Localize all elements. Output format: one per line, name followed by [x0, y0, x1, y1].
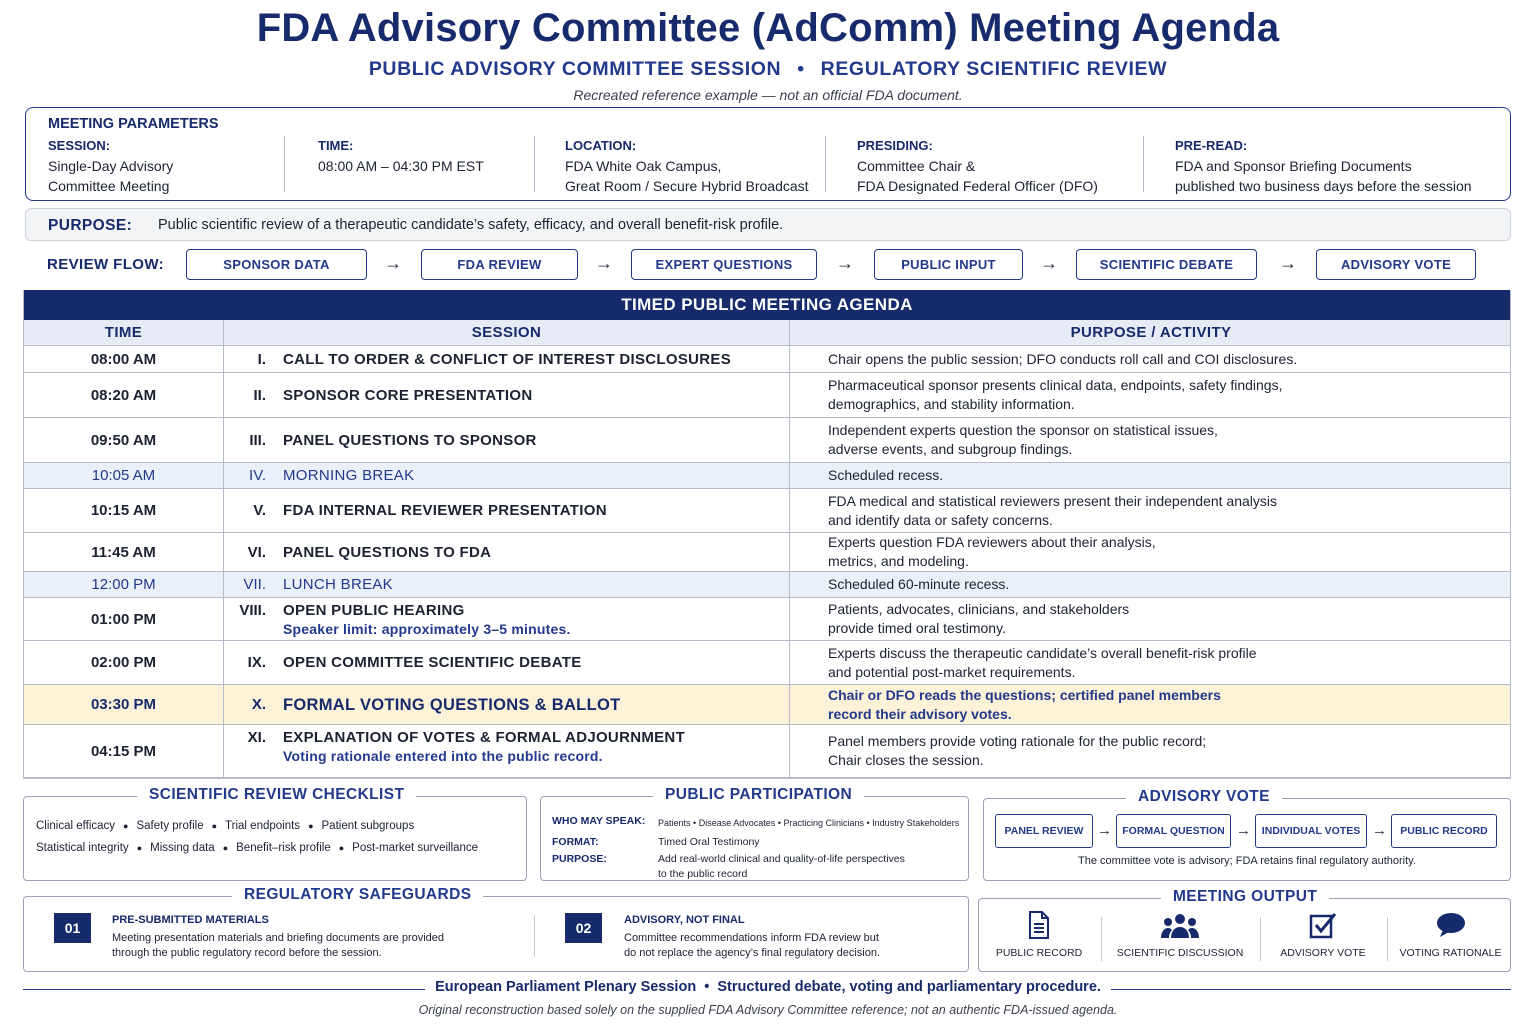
flow-arrow-icon: → — [1040, 253, 1058, 273]
param-session-label: SESSION: — [48, 138, 111, 153]
param-preread-label: PRE-READ: — [1175, 138, 1248, 153]
footer-separator: • — [704, 979, 710, 995]
meeting-output-title: MEETING OUTPUT — [1161, 888, 1329, 906]
format-label: FORMAT: — [552, 836, 599, 848]
who-may-speak-label: WHO MAY SPEAK: — [552, 815, 646, 827]
agenda-item-number: VII. — [243, 576, 266, 593]
agenda-purpose: Independent experts question the sponsor on statistical issues, adverse events, and subgroup findings. — [789, 418, 1512, 462]
agenda-session: FORMAL VOTING QUESTIONS & BALLOT — [283, 696, 621, 714]
agenda-time: 04:15 PM — [24, 725, 224, 777]
agenda-time: 01:00 PM — [24, 598, 224, 640]
group-icon — [1160, 911, 1200, 939]
output-scientific-discussion — [1106, 911, 1254, 959]
bullet-icon: ● — [123, 821, 129, 831]
safeguard-heading: PRE-SUBMITTED MATERIALS — [112, 914, 269, 926]
regulatory-safeguards-panel — [23, 886, 969, 972]
agenda-purpose: FDA medical and statistical reviewers present their independent analysis and identify data or safety concerns. — [789, 489, 1512, 532]
flow-step-expert-questions: EXPERT QUESTIONS — [631, 249, 817, 280]
agenda-item-number: II. — [253, 387, 266, 404]
param-location-label: LOCATION: — [565, 138, 637, 153]
public-participation-panel — [540, 786, 969, 881]
participation-title: PUBLIC PARTICIPATION — [653, 786, 864, 804]
safeguard-text — [624, 931, 880, 961]
checklist-row-1 — [36, 820, 414, 832]
agenda-item-number: VI. — [247, 544, 266, 561]
agenda-item-number: IV. — [249, 467, 266, 484]
table-row — [24, 418, 1510, 463]
flow-arrow-icon: → — [1236, 822, 1251, 839]
advisory-vote-title: ADVISORY VOTE — [1126, 788, 1282, 806]
agenda-time: 11:45 AM — [24, 533, 224, 571]
bullet-icon: ● — [222, 843, 229, 853]
agenda-session: OPEN PUBLIC HEARING — [283, 602, 465, 619]
agenda-time: 02:00 PM — [24, 641, 224, 684]
participation-purpose-line1: Add real-world clinical and quality-of-life perspectives — [658, 853, 905, 865]
checklist-item: Post-market surveillance — [352, 842, 479, 854]
agenda-item-number: IX. — [247, 654, 266, 671]
flow-step-public-input: PUBLIC INPUT — [874, 249, 1023, 280]
safeguard-text-line: do not replace the agency’s final regulatory decision. — [624, 947, 881, 959]
safeguard-text-line: Meeting presentation materials and briefing documents are provided — [112, 932, 445, 944]
table-row — [24, 685, 1510, 725]
agenda-session: PANEL QUESTIONS TO FDA — [283, 544, 492, 561]
output-label: ADVISORY VOTE — [1280, 947, 1366, 959]
table-row — [24, 463, 1510, 489]
agenda-purpose: Experts discuss the therapeutic candidate’s overall benefit-risk profile and potential post-market requirements. — [789, 641, 1512, 684]
table-row — [24, 533, 1510, 572]
agenda-session-note: Speaker limit: approximately 3–5 minutes. — [283, 621, 571, 637]
flow-step-scientific-debate: SCIENTIFIC DEBATE — [1076, 249, 1257, 280]
agenda-title: TIMED PUBLIC MEETING AGENDA — [24, 290, 1510, 320]
output-advisory-vote — [1266, 911, 1380, 959]
table-row — [24, 572, 1510, 598]
agenda-item-number: X. — [251, 696, 266, 713]
speech-bubble-icon — [1436, 911, 1466, 939]
agenda-time: 10:15 AM — [24, 489, 224, 532]
column-header-session: SESSION — [471, 324, 542, 341]
subtitle-left: PUBLIC ADVISORY COMMITTEE SESSION — [368, 58, 782, 80]
flow-arrow-icon: → — [384, 253, 402, 273]
purpose-text: Public scientific review of a therapeutic candidate’s safety, efficacy, and overall benefit-risk profile. — [158, 217, 784, 233]
footer-note: Original reconstruction based solely on the supplied FDA Advisory Committee reference; not an authentic FDA-issued agenda. — [418, 1003, 1118, 1017]
page-title: FDA Advisory Committee (AdComm) Meeting Agenda — [256, 6, 1280, 50]
safeguard-text-line: Committee recommendations inform FDA review but — [624, 932, 879, 944]
checklist-item: Clinical efficacy — [36, 820, 116, 832]
output-divider — [1387, 917, 1388, 961]
bullet-icon: ● — [211, 821, 218, 831]
checklist-item: Benefit–risk profile — [236, 842, 331, 854]
speaker-type: Industry Stakeholders — [872, 818, 960, 828]
agenda-purpose: Experts question FDA reviewers about their analysis, metrics, and modeling. — [789, 533, 1512, 571]
subtitle-separator: • — [797, 58, 805, 80]
agenda-session: OPEN COMMITTEE SCIENTIFIC DEBATE — [283, 654, 582, 671]
vote-step-panel-review: PANEL REVIEW — [995, 814, 1093, 848]
param-presiding-line2: FDA Designated Federal Officer (DFO) — [857, 178, 1098, 194]
safeguards-title: REGULATORY SAFEGUARDS — [232, 886, 483, 904]
flow-arrow-icon: → — [595, 253, 613, 273]
participation-purpose-line2: to the public record — [658, 868, 748, 880]
safeguard-divider — [534, 915, 535, 957]
page-subtitle — [0, 58, 1536, 81]
param-preread-line1: FDA and Sponsor Briefing Documents — [1175, 158, 1412, 174]
table-row — [24, 725, 1510, 778]
agenda-purpose: Panel members provide voting rationale for the public record; Chair closes the session. — [789, 725, 1512, 777]
agenda-session: EXPLANATION OF VOTES & FORMAL ADJOURNMENT — [283, 729, 686, 746]
agenda-time: 09:50 AM — [24, 418, 224, 462]
agenda-purpose: Chair or DFO reads the questions; certified panel members record their advisory votes. — [789, 685, 1512, 724]
participation-purpose-value — [658, 852, 905, 882]
agenda-item-number: I. — [257, 351, 266, 368]
agenda-table — [23, 290, 1511, 779]
agenda-time: 08:00 AM — [24, 346, 224, 372]
bullet-icon: ● — [338, 843, 345, 853]
agenda-session: SPONSOR CORE PRESENTATION — [283, 387, 533, 404]
checklist-item: Safety profile — [136, 820, 204, 832]
agenda-column-headers — [24, 320, 1510, 346]
disclaimer: Recreated reference example — not an official FDA document. — [573, 87, 963, 103]
purpose-bar — [25, 208, 1511, 241]
bullet-icon: ● — [136, 843, 143, 853]
param-session-line1: Single-Day Advisory — [48, 158, 174, 174]
param-location-line2: Great Room / Secure Hybrid Broadcast — [565, 178, 809, 194]
table-row — [24, 373, 1510, 418]
agenda-session: LUNCH BREAK — [283, 576, 393, 593]
safeguard-number-badge: 01 — [54, 913, 91, 943]
output-divider — [1101, 917, 1102, 961]
speaker-type: Disease Advocates — [698, 818, 776, 828]
bullet-icon: • — [777, 818, 781, 828]
meeting-parameters-panel — [25, 107, 1511, 201]
param-location-line1: FDA White Oak Campus, — [565, 158, 722, 174]
purpose-label: PURPOSE: — [48, 217, 133, 234]
agenda-purpose: Pharmaceutical sponsor presents clinical data, endpoints, safety findings, demographics, and stability information. — [789, 373, 1512, 417]
param-preread-line2: published two business days before the session — [1175, 178, 1472, 194]
scientific-review-checklist-panel — [23, 786, 527, 881]
param-time — [318, 138, 484, 176]
checklist-item: Missing data — [150, 842, 215, 854]
param-session-line2: Committee Meeting — [48, 178, 170, 194]
speaker-type: Practicing Clinicians — [783, 818, 864, 828]
vote-step-formal-question: FORMAL QUESTION — [1116, 814, 1231, 848]
meeting-parameters-title: MEETING PARAMETERS — [48, 116, 219, 132]
param-location — [565, 138, 809, 196]
checklist-item: Statistical integrity — [36, 842, 129, 854]
document-icon — [1027, 911, 1051, 939]
column-header-time: TIME — [24, 320, 224, 346]
agenda-session: FDA INTERNAL REVIEWER PRESENTATION — [283, 502, 607, 519]
output-label: VOTING RATIONALE — [1399, 947, 1502, 959]
param-presiding-line1: Committee Chair & — [857, 158, 976, 174]
checklist-item: Trial endpoints — [225, 820, 301, 832]
flow-step-sponsor-data: SPONSOR DATA — [186, 249, 367, 280]
flow-step-fda-review: FDA REVIEW — [421, 249, 578, 280]
flow-arrow-icon: → — [1097, 822, 1112, 839]
param-divider — [825, 136, 826, 192]
agenda-session: MORNING BREAK — [283, 467, 415, 484]
param-divider — [534, 136, 535, 192]
param-divider — [284, 136, 285, 192]
checklist-title: SCIENTIFIC REVIEW CHECKLIST — [137, 786, 416, 804]
output-voting-rationale — [1392, 911, 1509, 959]
agenda-time: 03:30 PM — [24, 685, 224, 724]
agenda-session-note: Voting rationale entered into the public record. — [283, 748, 603, 764]
speaker-type: Patients — [658, 818, 691, 828]
agenda-purpose: Scheduled recess. — [789, 463, 1512, 488]
agenda-time: 10:05 AM — [24, 463, 224, 488]
safeguard-text — [112, 931, 444, 961]
bullet-icon: • — [866, 818, 870, 828]
bullet-icon: • — [693, 818, 697, 828]
agenda-time: 08:20 AM — [24, 373, 224, 417]
who-may-speak-list — [658, 816, 959, 831]
output-divider — [1260, 917, 1261, 961]
agenda-item-number: VIII. — [239, 602, 266, 619]
agenda-item-number: V. — [253, 502, 266, 519]
agenda-session: PANEL QUESTIONS TO SPONSOR — [283, 432, 537, 449]
output-label: PUBLIC RECORD — [995, 947, 1083, 959]
checklist-item: Patient subgroups — [321, 820, 415, 832]
safeguard-heading: ADVISORY, NOT FINAL — [624, 914, 745, 926]
participation-purpose-label: PURPOSE: — [552, 853, 607, 865]
vote-step-individual-votes: INDIVIDUAL VOTES — [1255, 814, 1367, 848]
footer-right: Structured debate, voting and parliamentary procedure. — [717, 979, 1101, 995]
output-label: SCIENTIFIC DISCUSSION — [1116, 947, 1244, 959]
advisory-vote-note: The committee vote is advisory; FDA retains final regulatory authority. — [1078, 855, 1416, 867]
agenda-item-number: XI. — [247, 729, 266, 746]
param-presiding — [857, 138, 1098, 196]
flow-arrow-icon: → — [836, 253, 854, 273]
output-public-record — [983, 911, 1095, 959]
checklist-row-2 — [36, 842, 478, 854]
agenda-session: CALL TO ORDER & CONFLICT OF INTEREST DISCLOSURES — [283, 351, 732, 368]
format-value: Timed Oral Testimony — [658, 836, 760, 848]
flow-arrow-icon: → — [1279, 253, 1297, 273]
flow-arrow-icon: → — [1372, 822, 1387, 839]
param-presiding-label: PRESIDING: — [857, 138, 933, 153]
agenda-purpose: Patients, advocates, clinicians, and stakeholders provide timed oral testimony. — [789, 598, 1512, 640]
agenda-purpose: Scheduled 60-minute recess. — [789, 572, 1512, 597]
param-session — [48, 138, 173, 196]
flow-step-advisory-vote: ADVISORY VOTE — [1316, 249, 1476, 280]
table-row — [24, 598, 1510, 641]
agenda-item-number: III. — [249, 432, 266, 449]
safeguard-number-badge: 02 — [565, 913, 602, 943]
footer-left: European Parliament Plenary Session — [435, 979, 697, 995]
footer-main — [0, 979, 1536, 995]
param-time-label: TIME: — [318, 138, 354, 153]
checkbox-icon — [1309, 911, 1337, 939]
safeguard-text-line: through the public regulatory record before the session. — [112, 947, 382, 959]
agenda-purpose: Chair opens the public session; DFO conducts roll call and COI disclosures. — [789, 346, 1512, 372]
table-row — [24, 346, 1510, 373]
param-time-line1: 08:00 AM – 04:30 PM EST — [318, 158, 484, 174]
review-flow-label: REVIEW FLOW: — [47, 256, 165, 273]
vote-step-public-record: PUBLIC RECORD — [1391, 814, 1497, 848]
subtitle-right: REGULATORY SCIENTIFIC REVIEW — [820, 58, 1168, 80]
bullet-icon: ● — [308, 821, 314, 831]
agenda-time: 12:00 PM — [24, 572, 224, 597]
column-header-purpose: PURPOSE / ACTIVITY — [789, 320, 1512, 346]
table-row — [24, 641, 1510, 685]
table-row — [24, 489, 1510, 533]
param-preread — [1175, 138, 1472, 196]
param-divider — [1143, 136, 1144, 192]
